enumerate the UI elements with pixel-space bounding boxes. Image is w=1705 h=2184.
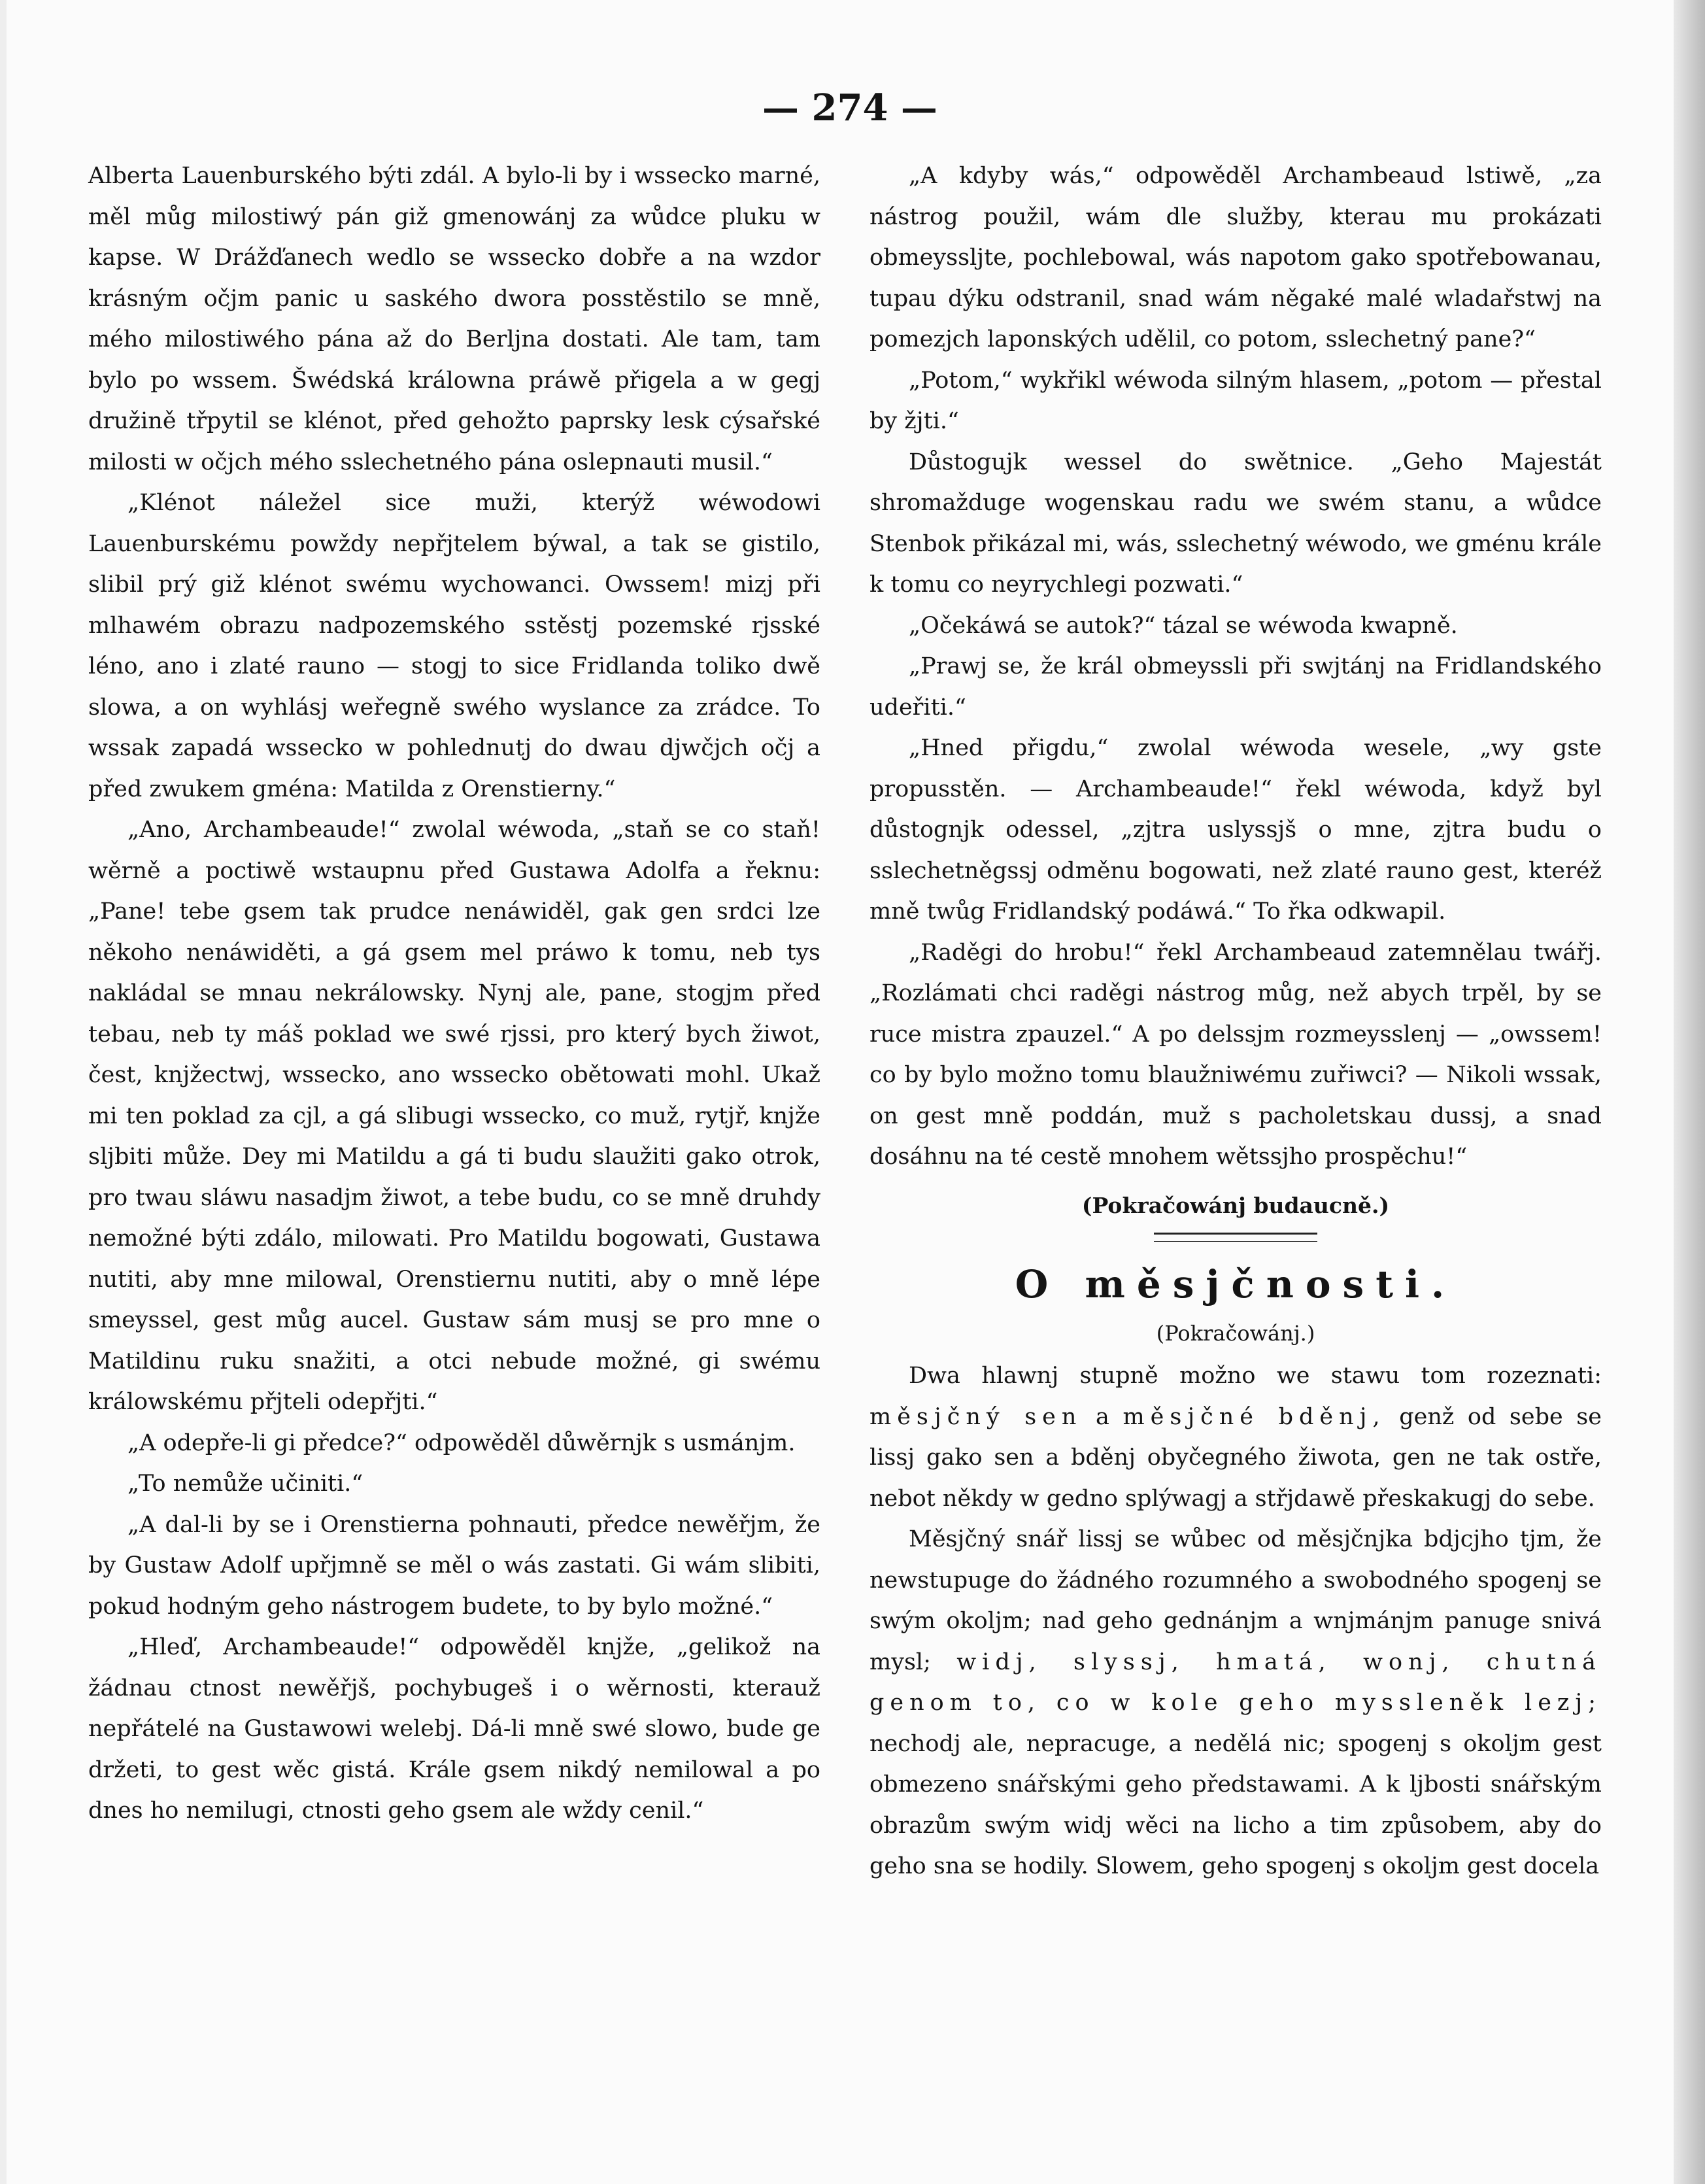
paragraph: „Potom,“ wykřikl wéwoda silným hlasem, „potom — přestal by žjti.“: [869, 367, 1602, 434]
conjunction: a: [1096, 1403, 1109, 1430]
paragraph: „Hned přigdu,“ zwolal wéwoda wesele, „wy gste propusstěn. — Archambeaude!“ řekl wéwoda, když byl důstognjk odessel, „zjtra uslyssjš o mne, zjtra budu o sslechetněgssj odměnu bogowati, než zlaté rauno gest, kteréž mně twůg Fridlandský podáwá.“ To řka odkwapil.: [869, 735, 1602, 925]
article-paragraph: [869, 1356, 1602, 1519]
paragraph: „Klénot náležel sice muži, kterýž wéwodowi Lauenburskému powždy nepřjtelem býwal, a tak se gistilo, slibil prý giž klénot swému wychowanci. Owssem! mizj při mlhawém obrazu nadpozemského sstěstj pozemské rjsské léno, ano i zlaté rauno — stogj to sice Fridlanda tolikо dwě slowa, a on wyhlásj weřegně swého wyslance za zrádce. To wssak zapadá wssecko w pohlednutj do dwau djwčjch očj a před zwukem gména: Matilda z Orenstierny.“: [88, 490, 820, 802]
right-column: [869, 156, 1602, 1887]
book-page: [7, 0, 1674, 2184]
page-number: — 274 —: [762, 86, 937, 129]
paragraph: Důstogujk wessel do swětnice. „Geho Majestát shromažduge wogenskau radu we swém stanu, a wůdce Stenbok přikázal mi, wás, sslechetný wéwodo, we gménu krále k tomu co neyrychlegi pozwati.“: [869, 449, 1602, 598]
paragraph: „A odepře-li gi předce?“ odpowěděl důwěrnjk s usmánjm.: [127, 1429, 796, 1456]
paragraph: „A dal-li by se i Orenstierna pohnauti, předce newěřjm, že by Gustaw Adolf upřjmně se měl o wás zastati. Gi wám slibiti, pokud hodným geho nástrogem budete, to by bylo možné.“: [88, 1511, 820, 1620]
senses-phrase: widj, slyssj, hmatá, wonj, chutná genom to, co w kole geho myssleněk lezj;: [869, 1648, 1602, 1716]
paragraph: „Prawj se, že král obmeyssli při swjtánj na Fridlandského udeřiti.“: [869, 653, 1602, 721]
term-moon-waking: měsjčné bděnj,: [1123, 1403, 1386, 1430]
article-subtitle: (Pokračowánj.): [1156, 1321, 1315, 1346]
paragraph: Alberta Lauenburského býti zdál. A bylo-li by i wssecko marné, měl můg milostiwý pán giž gmenowánj za wůdce pluku w kapse. W Drážďanech wedlo se wssecko dobře a na wzdor krásným očjm panic u saského dwora posstěstilo se mně, mého milostiwého pána až do Berljna dostati. Ale tam, tam bylo po wssem. Šwédská králowna práwě přigela a w gegj družině třpytil se klénot, před gehožto paprsky lesk cýsařské milosti w očjch mého sslechetného pána oslepnauti musil.“: [88, 163, 820, 475]
paragraph: „Očekáwá se autok?“ tázal se wéwoda kwapně.: [909, 612, 1458, 639]
paragraph-rest: genž od sebe se lissj gako sen a bděnj obyčegného žiwota, gen ne tak ostře, nebot někdy w gedno splýwagj a střjdawě přeskakugj do sebe.: [869, 1403, 1602, 1512]
paragraph-lead: Dwa hlawnj stupně možno we stawu tom rozeznati:: [909, 1363, 1602, 1389]
paragraph: „To nemůže učiniti.“: [127, 1471, 363, 1497]
section-divider: [1154, 1233, 1317, 1242]
paragraph: „Raděgi do hrobu!“ řekl Archambeaud zatemnělau twářj. „Rozlámati chci raděgi nástrog můg, než abych trpěl, by se ruce mistra zpauzel.“ A po delssjm rozmeysslenj — „owssem! co by bylo možno tomu blaužniwému zuřiwci? — Nikoli wssak, on gest mně poddán, muž s pacholetskau dussj, a snad dosáhnu na té cestě mnohem wětssjho prospěchu!“: [869, 939, 1602, 1170]
term-moon-dream: měsjčný sen: [869, 1403, 1083, 1430]
article-paragraph: [869, 1519, 1602, 1887]
left-column: [88, 156, 820, 1832]
paragraph-rest: nechodj ale, nepracuge, a nedělá nic; spogenj s okoljm gest obmezeno snářskými geho předstawami. A k ljbosti snářským obrazům swým widj wěci na licho a tim způsobem, aby do geho sna se hodily. Slowem, geho spogenj s okoljm gest docela: [869, 1730, 1602, 1879]
paragraph: „Hleď, Archambeaude!“ odpowěděl knjže, „gelikož na žádnau ctnost newěřjš, pochybugeš i o wěrnosti, kterauž nepřátelé na Gustawowi welebj. Dá-li mně swé slowo, bude ge držeti, to gest wěc gistá. Krále gsem nikdý nemilowal a po dnes ho nemilugi, ctnosti geho gsem ale wždy cenil.“: [88, 1634, 820, 1824]
article-title: O měsjčnosti.: [1015, 1262, 1457, 1306]
paragraph: „Ano, Archambeaude!“ zwolal wéwoda, „staň se co staň! wěrně a poctiwě wstaupnu před Gustawa Adolfa a řeknu: „Pane! tebe gsem tak prudce nenáwiděl, gak gen srdci lze někoho nenáwiděti, a gá gsem mel práwo k tomu, neb tys nakládal se mnau nekrálowsky. Nynj ale, pane, stogjm před tebau, neb ty máš poklad we swé rjssi, pro který bych žiwot, čest, knjžectwj, wssecko, ano wssecko obětowati mohl. Ukaž mi ten poklad za cjl, a gá slibugi wssecko, co muž, rytjř, knjže sljbiti může. Dey mi Matildu a gá ti budu slaužiti gako otrok, pro twau sláwu nasadjm žiwot, a tebe budu, co se mně druhdy nemožné býti zdálo, milowati. Pro Matildu bogowati, Gustawa nutiti, aby mne milowal, Orenstiernu nutiti, aby o mně lépe smeyssel, gest můg aucel. Gustaw sám musj se pro mne o Matildinu ruku snažiti, a otci nebude možné, gi swému králowskému přjteli odepřjti.“: [88, 817, 820, 1415]
continuation-note: (Pokračowánj budaucně.): [1081, 1192, 1390, 1218]
page-right-edge: [1674, 0, 1705, 2184]
paragraph: „A kdyby wás,“ odpowěděl Archambeaud lstiwě, „za nástrog použil, wám dle služby, kterau mu prokázati obmeyssljte, pochlebowal, wás napotom gako spotřebowanau, tupau dýku odstranil, snad wám něgaké malé wladařstwj na pomezjch laponských udělil, co potom, sslechetný pane?“: [869, 163, 1602, 352]
paragraph-lead: Měsjčný snář lissj se wůbec od měsjčnjka bdjcjho tjm, že newstupuge do žádného rozumného a swobodného spogenj se swým okoljm; nad geho gednánjm a wnjmánjm panuge snivá mysl;: [869, 1526, 1602, 1675]
